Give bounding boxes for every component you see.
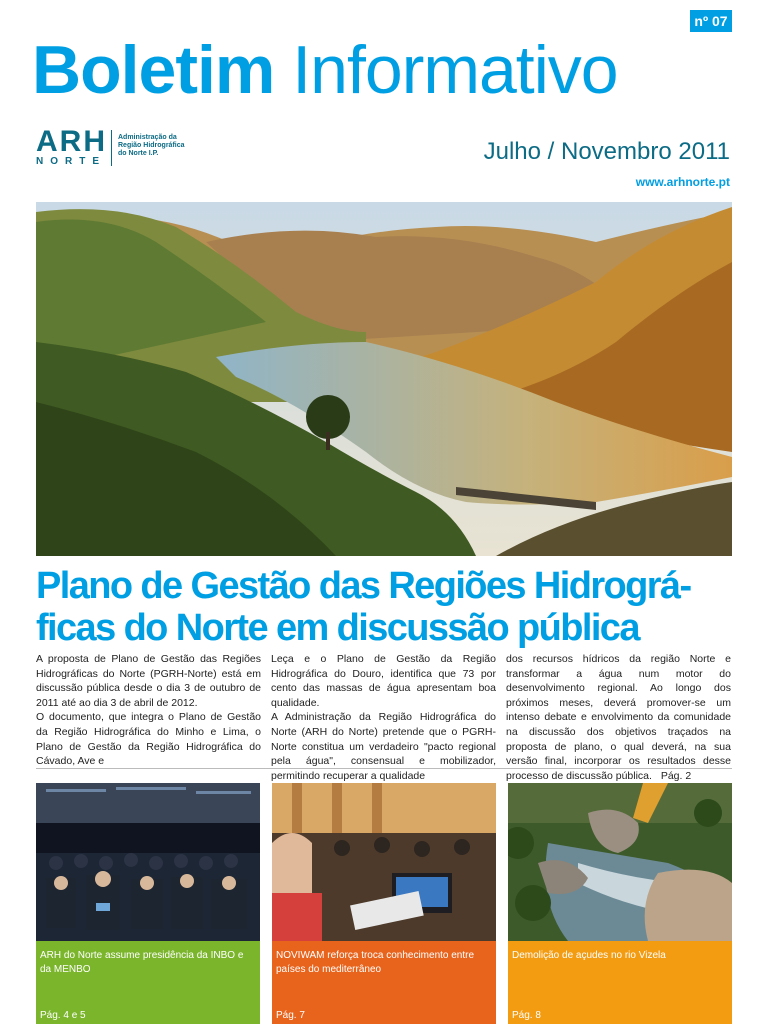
- news-card-inbo[interactable]: [36, 783, 260, 1024]
- conference-hall-photo: [36, 783, 260, 941]
- article-paragraph: Leça e o Plano de Gestão da Região Hidrográfica do Douro, identifica que 73 por cento das massas de água apresentam boa qualidade.: [271, 653, 496, 709]
- card-caption: [36, 941, 260, 1024]
- article-paragraph: A proposta de Plano de Gestão das Regiões Hidrográficas do Norte (PGRH-Norte) está em discussão pública desde o dia 3 de outubro de 2011 até ao dia 3 de abril de 2012.: [36, 653, 261, 709]
- logo-norte-text: NORTE: [36, 156, 106, 167]
- river-weir-photo: [508, 783, 732, 941]
- logo-org-line: Administração da: [118, 134, 177, 141]
- masthead-light: Informativo: [292, 32, 618, 108]
- card-caption: [508, 941, 732, 1024]
- card-page-ref: Pág. 7: [276, 1010, 305, 1021]
- card-title: NOVIWAM reforça troca conhecimento entre países do mediterrâneo: [276, 950, 475, 975]
- card-page-ref: Pág. 8: [512, 1010, 541, 1021]
- article-paragraph: [506, 652, 731, 783]
- article-page-ref[interactable]: Pág. 2: [660, 769, 692, 782]
- news-card-noviwam[interactable]: [272, 783, 496, 1024]
- card-page-ref: Pág. 4 e 5: [40, 1010, 86, 1021]
- logo-org-line: Região Hidrográfica: [118, 142, 185, 149]
- masthead-title: [32, 28, 742, 112]
- article-paragraph: A Administração da Região Hidrográfica do Norte (ARH do Norte) pretende que o PGRH-Norte constitua um verdadeiro "pacto regional pela água", consensual e mobilizador, permitindo recuperar a qualidade: [271, 711, 496, 782]
- meeting-room-photo: [272, 783, 496, 941]
- hero-landscape-illustration: [36, 202, 732, 556]
- card-title: ARH do Norte assume presidência da INBO e da MENBO: [40, 950, 244, 975]
- article-text: dos recursos hídricos da região Norte e transformar a água num motor do desenvolvimento regional. Ao longo dos próximos meses, deverá promover-se um intenso debate e envolvimento da comunidade na discussão dos objetivos traçados na proposta de plano, o qual deverá, na sua versão final, incorporar os resultados desse processo de discussão pública.: [506, 653, 731, 782]
- website-link[interactable]: www.arhnorte.pt: [635, 175, 730, 189]
- article-column-2: [271, 652, 496, 783]
- article-column-1: [36, 652, 261, 783]
- card-caption: [272, 941, 496, 1024]
- arh-norte-logo: [36, 125, 194, 172]
- masthead-bold: Boletim: [32, 32, 275, 108]
- article-paragraph: O documento, que integra o Plano de Gestão da Região Hidrográfica do Minho e Lima, o Plano de Gestão da Região Hidrográfica do Cávado, Ave e: [36, 711, 261, 768]
- logo-arh-text: ARH: [36, 125, 107, 158]
- issue-number-badge: nº 07: [690, 10, 732, 32]
- article-column-3: [506, 652, 731, 783]
- issue-date: Julho / Novembro 2011: [483, 138, 730, 165]
- hero-photo-douro-valley: [36, 202, 732, 556]
- logo-divider: [111, 130, 112, 166]
- news-card-vizela[interactable]: [508, 783, 732, 1024]
- logo-mark: [36, 125, 107, 168]
- card-title: Demolição de açudes no rio Vizela: [512, 950, 666, 961]
- section-divider: [36, 768, 732, 769]
- logo-org-name: [118, 134, 194, 158]
- main-headline: Plano de Gestão das Regiões Hidrográ-ficas do Norte em discussão pública: [36, 565, 691, 649]
- logo-org-line: do Norte I.P.: [118, 150, 159, 157]
- article-body: [36, 652, 732, 783]
